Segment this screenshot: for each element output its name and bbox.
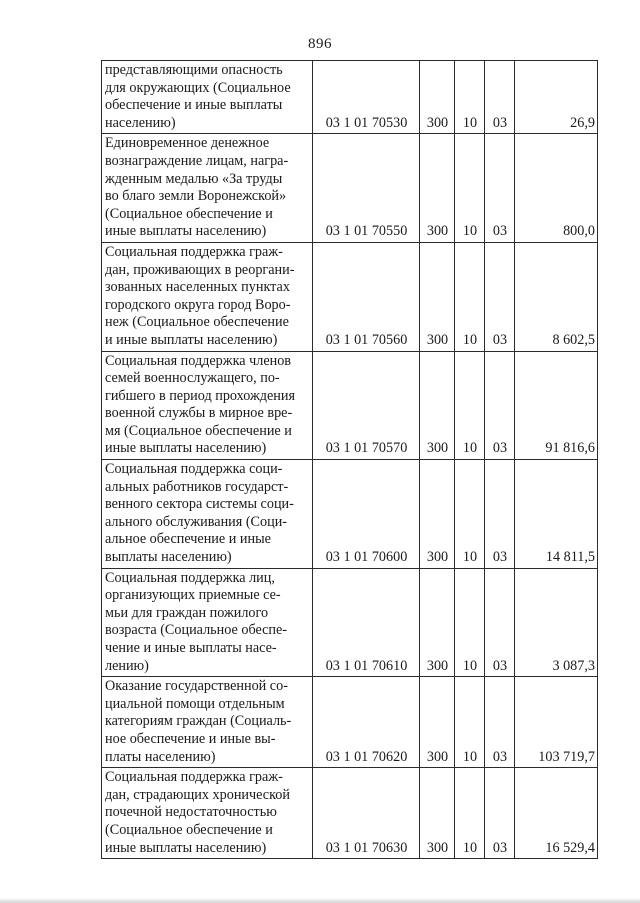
- row-description: Единовременное денежное вознаграждение лицам, награ- жденным медалью «За труды во благо земли Воронежской» (Социальное обеспечение и иные выплаты населению): [102, 134, 313, 243]
- row-target-code: 03 1 01 70570: [313, 351, 420, 460]
- row-amount: 103 719,7: [515, 677, 598, 768]
- row-target-code: 03 1 01 70550: [313, 134, 420, 243]
- row-description: Социальная поддержка граж- дан, страдающих хронической почечной недостаточностью (Социальное обеспечение и иные выплаты населению): [102, 768, 313, 859]
- row-expense-type: 300: [420, 768, 455, 859]
- table-row: [102, 677, 598, 768]
- row-subsection: 03: [485, 460, 515, 569]
- row-subsection: 03: [485, 242, 515, 351]
- row-description: представляющими опасность для окружающих (Социальное обеспечение и иные выплаты населению): [102, 61, 313, 134]
- row-amount: 8 602,5: [515, 242, 598, 351]
- row-description: Социальная поддержка соци- альных работников государст- венного сектора системы соци- ального обслуживания (Соци- альное обеспечение и иные выплаты населению): [102, 460, 313, 569]
- table-row: [102, 242, 598, 351]
- row-section: 10: [455, 61, 485, 134]
- row-description: Оказание государственной со- циальной помощи отдельным категориям граждан (Социаль- ное обеспечение и иные вы- платы населению): [102, 677, 313, 768]
- row-subsection: 03: [485, 568, 515, 677]
- row-section: 10: [455, 460, 485, 569]
- row-expense-type: 300: [420, 134, 455, 243]
- row-description: Социальная поддержка лиц, организующих приемные се- мьи для граждан пожилого возраста (Социальное обеспе- чение и иные выплаты насе- лению): [102, 568, 313, 677]
- row-expense-type: 300: [420, 61, 455, 134]
- row-amount: 800,0: [515, 134, 598, 243]
- row-section: 10: [455, 351, 485, 460]
- table-row: [102, 134, 598, 243]
- row-amount: 91 816,6: [515, 351, 598, 460]
- budget-table: [101, 60, 598, 859]
- row-section: 10: [455, 768, 485, 859]
- row-target-code: 03 1 01 70600: [313, 460, 420, 569]
- row-amount: 26,9: [515, 61, 598, 134]
- row-section: 10: [455, 677, 485, 768]
- row-section: 10: [455, 242, 485, 351]
- row-amount: 14 811,5: [515, 460, 598, 569]
- table-row: [102, 768, 598, 859]
- scan-edge-shadow: [0, 898, 640, 903]
- row-subsection: 03: [485, 768, 515, 859]
- row-amount: 16 529,4: [515, 768, 598, 859]
- row-expense-type: 300: [420, 351, 455, 460]
- row-subsection: 03: [485, 134, 515, 243]
- row-subsection: 03: [485, 677, 515, 768]
- row-target-code: 03 1 01 70630: [313, 768, 420, 859]
- row-target-code: 03 1 01 70620: [313, 677, 420, 768]
- table-row: [102, 351, 598, 460]
- page-number: 896: [308, 36, 332, 52]
- row-expense-type: 300: [420, 568, 455, 677]
- row-amount: 3 087,3: [515, 568, 598, 677]
- row-expense-type: 300: [420, 460, 455, 569]
- table-row: [102, 460, 598, 569]
- row-target-code: 03 1 01 70530: [313, 61, 420, 134]
- row-expense-type: 300: [420, 677, 455, 768]
- row-target-code: 03 1 01 70610: [313, 568, 420, 677]
- budget-table-body: [102, 61, 598, 859]
- row-subsection: 03: [485, 61, 515, 134]
- row-expense-type: 300: [420, 242, 455, 351]
- row-description: Социальная поддержка членов семей военнослужащего, по- гибшего в период прохождения военной службы в мирное вре- мя (Социальное обеспечение и иные выплаты населению): [102, 351, 313, 460]
- table-row: [102, 568, 598, 677]
- table-row: [102, 61, 598, 134]
- row-section: 10: [455, 134, 485, 243]
- row-description: Социальная поддержка граж- дан, проживающих в реоргани- зованных населенных пунктах городского округа город Воро- неж (Социальное обеспечение и иные выплаты населению): [102, 242, 313, 351]
- row-section: 10: [455, 568, 485, 677]
- row-target-code: 03 1 01 70560: [313, 242, 420, 351]
- row-subsection: 03: [485, 351, 515, 460]
